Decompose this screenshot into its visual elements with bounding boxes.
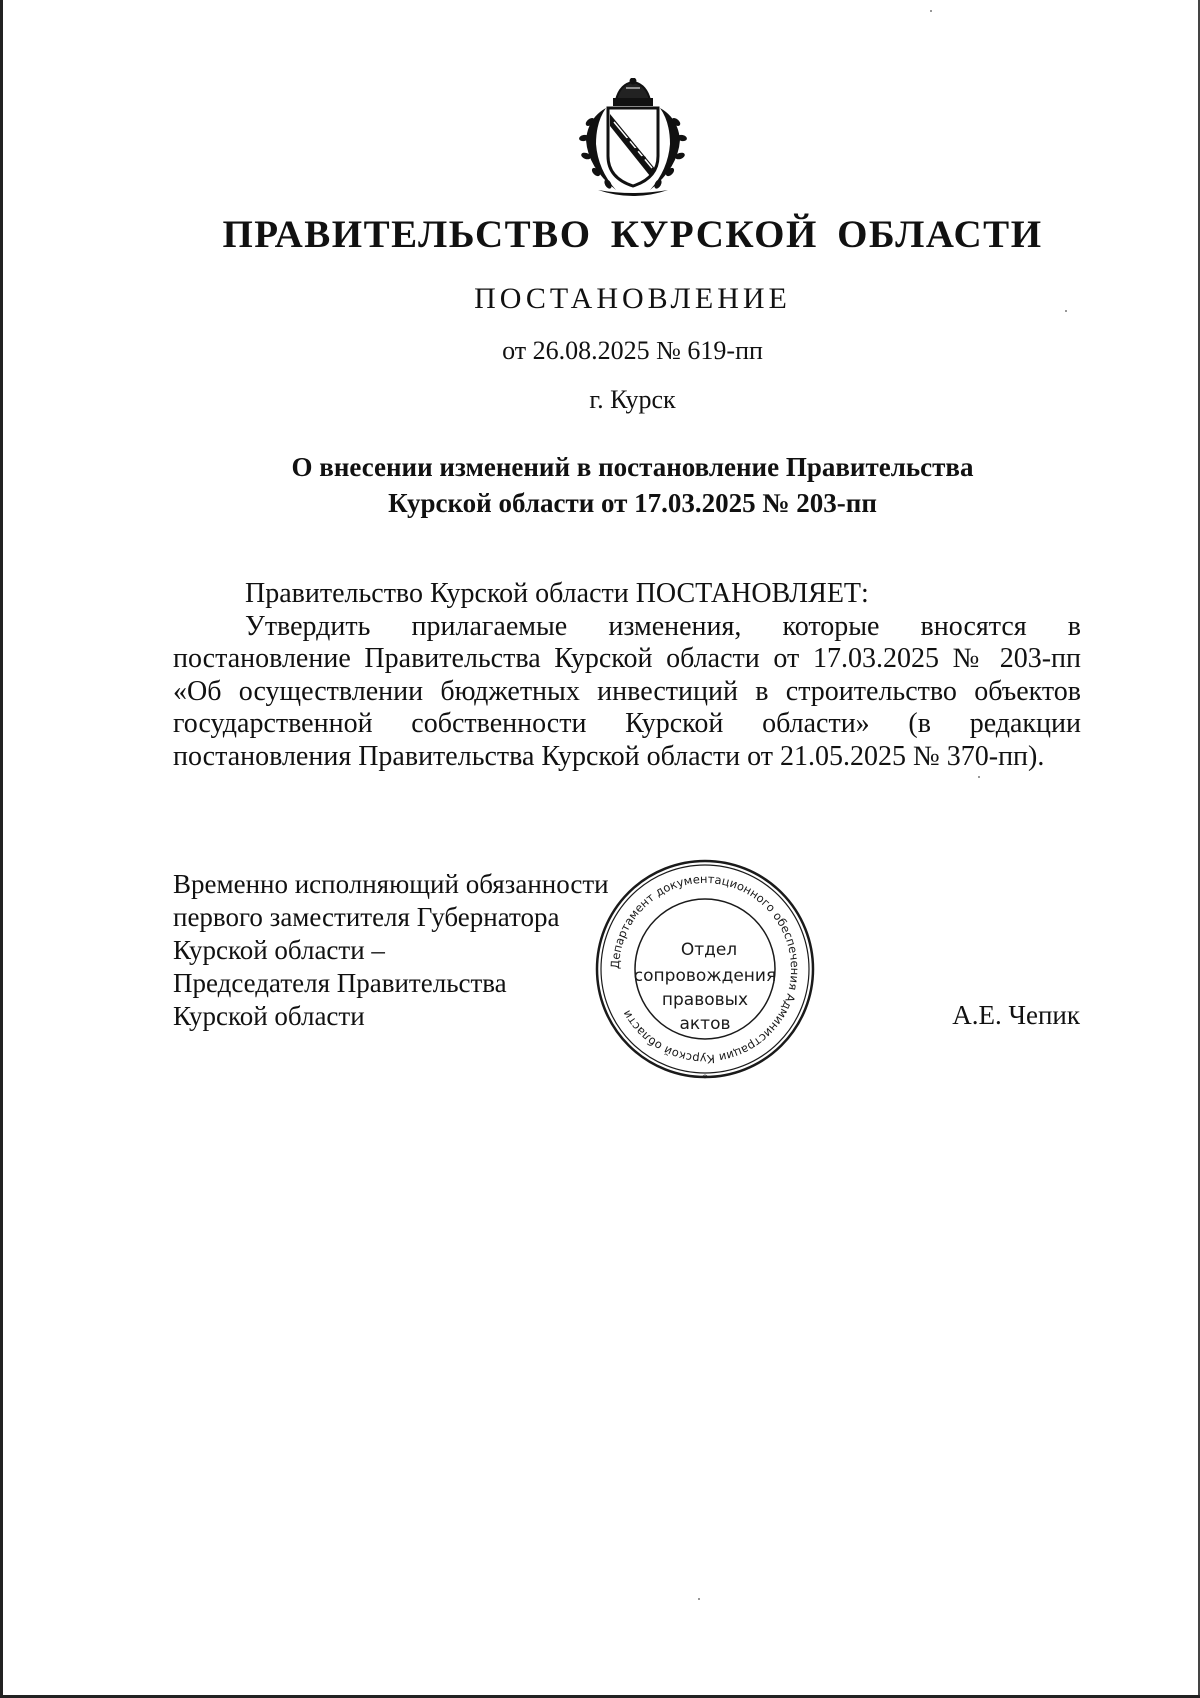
signatory-line: Председателя Правительства (173, 968, 507, 998)
stamp-center-line: правовых (661, 990, 749, 1010)
subject-line-2: Курской области от 17.03.2025 № 203-пп (388, 488, 877, 518)
signatory-line: Временно исполняющий обязанности (173, 869, 609, 899)
signatory-line: Курской области (173, 1001, 365, 1031)
document-date-number: от 26.08.2025 № 619-пп (502, 336, 763, 365)
signer-name: А.Е. Чепик (952, 1000, 1080, 1030)
stamp-center-line: сопровождения (633, 966, 777, 986)
document-city: г. Курск (589, 385, 676, 414)
body-lead: Правительство Курской области ПОСТАНОВЛЯЕТ: (245, 578, 869, 609)
official-stamp (593, 857, 817, 1081)
scan-speck (978, 776, 980, 778)
signatory-line: первого заместителя Губернатора (173, 902, 560, 932)
scan-speck (930, 10, 932, 12)
signatory-line: Курской области – (173, 935, 385, 965)
scan-speck (698, 1598, 700, 1600)
subject-line-1: О внесении изменений в постановление Правительства (291, 452, 974, 482)
organization-title: ПРАВИТЕЛЬСТВО КУРСКОЙ ОБЛАСТИ (222, 213, 1043, 256)
kursk-coat-of-arms-icon (568, 78, 698, 202)
document-body (173, 578, 1081, 773)
scan-speck (1065, 310, 1067, 312)
stamp-star: * (702, 1073, 708, 1081)
stamp-ring-text: Департамент документационного обеспечения Администрации Курской области (607, 871, 803, 1067)
signatory-position (173, 868, 633, 1033)
document-subject (0, 449, 1200, 521)
stamp-center-line: Отдел (680, 940, 738, 960)
body-decree: Утвердить прилагаемые изменения, которые вносятся в постановление Правительства Курской области от 17.03.2025 № 203-пп «Об осуществлении бюджетных инвестиций в строительство объектов государственной собственности Курской области» (в редакции постановления Правительства Курской области от 21.05.2025 № 370-пп). (173, 610, 1081, 772)
stamp-center-line: актов (679, 1014, 731, 1034)
document-type: ПОСТАНОВЛЕНИЕ (474, 282, 791, 315)
